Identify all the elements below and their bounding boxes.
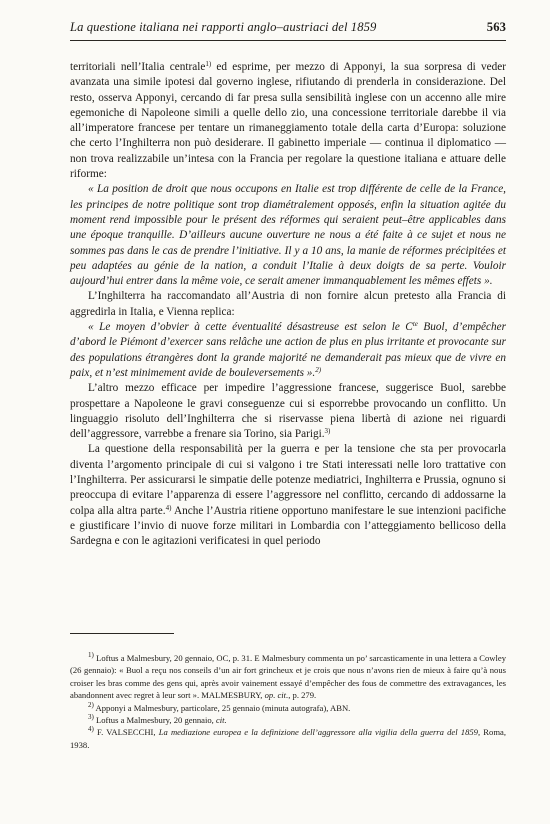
main-text bbox=[70, 60, 506, 550]
footnote-3-citation: cit. bbox=[215, 715, 227, 726]
footnote-4-end: , Roma, 1938. bbox=[70, 727, 506, 750]
footnote-1-mark: 1) bbox=[88, 651, 94, 659]
footnote-ref-2: 2) bbox=[315, 365, 322, 374]
footnote-1-end: , p. 279. bbox=[288, 690, 317, 701]
footnote-4-citation: La mediazione europea e la definizione dell’aggressore alla vigilia della guerra del 1859 bbox=[158, 727, 478, 738]
footnote-2-text: Apponyi a Malmesbury, particolare, 25 gennaio (minuta autografa), ABN. bbox=[93, 702, 351, 713]
paragraph-4 bbox=[70, 442, 506, 549]
paragraph-1-start: territoriali nell’Italia centrale bbox=[70, 61, 206, 73]
quotation-2-superscript: te bbox=[412, 320, 418, 329]
footnote-2 bbox=[70, 702, 506, 714]
footnote-3 bbox=[70, 714, 506, 726]
paragraph-4-text: La questione della responsabilità per la guerra e per la tensione che sta per provocarla diventa l’argomento principale di cui si valgono i tre Stati interessati nelle loro trattative con l’Inghilterra. Per assicurarsi le simpatie delle potenze mediatrici, Inghilterra e Prussia, ognuno si preoccupa di evitare l’apparenza di essere l’aggressore nel conflitto, cercando di addossarne la colpa alla altra parte. bbox=[70, 443, 506, 517]
footnote-4-text: F. VALSECCHI, bbox=[93, 727, 159, 738]
footnote-4-mark: 4) bbox=[88, 725, 94, 734]
paragraph-1 bbox=[70, 60, 506, 182]
paragraph-2: L’Inghilterra ha raccomandato all’Austria di non fornire alcun pretesto alla Francia di aggredirla in Italia, e Vienna replica: bbox=[70, 290, 506, 318]
quotation-1: « La position de droit que nous occupons en Italie est trop différente de celle de la France, les principes de notre politique sont trop diamétralement opposés, enfin la situation agitée du moment rend impossible pour le présent des réformes qui seraient peut–être applicables dans une époque tranquille. D’ailleurs aucune ouverture ne nous a été faite à ce sujet et nous ne sommes pas dans le cas de prendre l’initiative. Il y a 10 ans, la manie de réformes précipitées et peu adaptées au génie de la nation, a conduit l’Italie à deux doigts de sa perte. Vouloir aujourd’hui entrer dans la même voie, ce serait amener immanquablement les mêmes effets ». bbox=[70, 183, 506, 288]
paragraph-3-text: L’altro mezzo efficace per impedire l’aggressione francese, suggerisce Buol, sarebbe prospettare a Napoleone le gravi conseguenze cui si esporrebbe provocando un conflitto. Un linguaggio risoluto dell’Inghilterra che si riservasse piena libertà di azione nei riguardi dell’aggressore, varrebbe a frenare sia Torino, sia Parigi. bbox=[70, 382, 506, 441]
quotation-2 bbox=[70, 320, 506, 381]
footnote-1 bbox=[70, 652, 506, 702]
footnote-rule bbox=[70, 633, 174, 634]
footnote-3-mark: 3) bbox=[88, 713, 94, 722]
footnote-1-text: Loftus a Malmesbury, 20 gennaio, OC, p. 31. E Malmesbury commenta un po’ sarcasticamente in una lettera a Cowley (26 gennaio): « Buol a reçu nos conseils d’un air fort grincheux et je crois que nous n’avons rien de mieux à faire qu’à nous croiser les bras comme des gens qui, après avoir vainement essayé d’empêcher des fous de commettre des extravagances, les abandonnent avec regret à leur sort ». MALMESBURY, bbox=[70, 653, 506, 701]
footnotes bbox=[70, 652, 506, 751]
footnote-ref-4: 4) bbox=[165, 503, 172, 512]
paragraph-3 bbox=[70, 381, 506, 442]
running-header bbox=[70, 20, 506, 40]
footnote-3-text: Loftus a Malmesbury, 20 gennaio, bbox=[93, 715, 216, 726]
header-rule bbox=[70, 40, 506, 41]
quotation-2-start: « Le moyen d’obvier à cette éventualité désastreuse est selon le C bbox=[88, 321, 413, 334]
footnote-4 bbox=[70, 726, 506, 751]
paragraph-4-rest: Anche l’Austria ritiene opportuno manifestare le sue intenzioni pacifiche e giustificare l’invio di nuove forze militari in Lombardia con l’atteggiamento bellicoso della Sardegna e con le agitazioni verificatesi in quel periodo bbox=[70, 504, 506, 548]
footnote-ref-1: 1) bbox=[205, 60, 212, 68]
footnote-ref-3: 3) bbox=[324, 427, 331, 436]
quotation-2-rest: Buol, d’empêcher d’abord le Piémont d’exercer sans relâche une action de plus en plus irritante et provocante sur des populations étrangères dont la grande majorité ne demanderait pas mieux que de vivre en paix, et n’est minimement avide de bouleversements ». bbox=[70, 321, 506, 379]
page-number: 563 bbox=[486, 20, 506, 34]
footnote-2-mark: 2) bbox=[88, 700, 94, 709]
footnote-1-citation: op. cit. bbox=[264, 690, 289, 701]
paragraph-1-rest: ed esprime, per mezzo di Apponyi, la sua sorpresa di veder avanzata una simile ipotesi dal governo inglese, rifiutando di prenderla in considerazione. Del resto, osserva Apponyi, cercando di far presa sulla sensibilità inglese con un accenno alle mire egemoniche di Napoleone simili a quelle dello zio, una concessione territoriale darebbe il via all’imperatore francese per tentare un rimaneggiamento totale della carta d’Europa: soluzione che certo l’Inghilterra non può desiderare. Il gabinetto imperiale — continua il diplomatico — non trova realizzabile un’intesa con la Francia per regolare la questione italiana e attuare delle riforme: bbox=[70, 61, 506, 181]
running-title: La questione italiana nei rapporti anglo–austriaci del 1859 bbox=[70, 20, 377, 34]
